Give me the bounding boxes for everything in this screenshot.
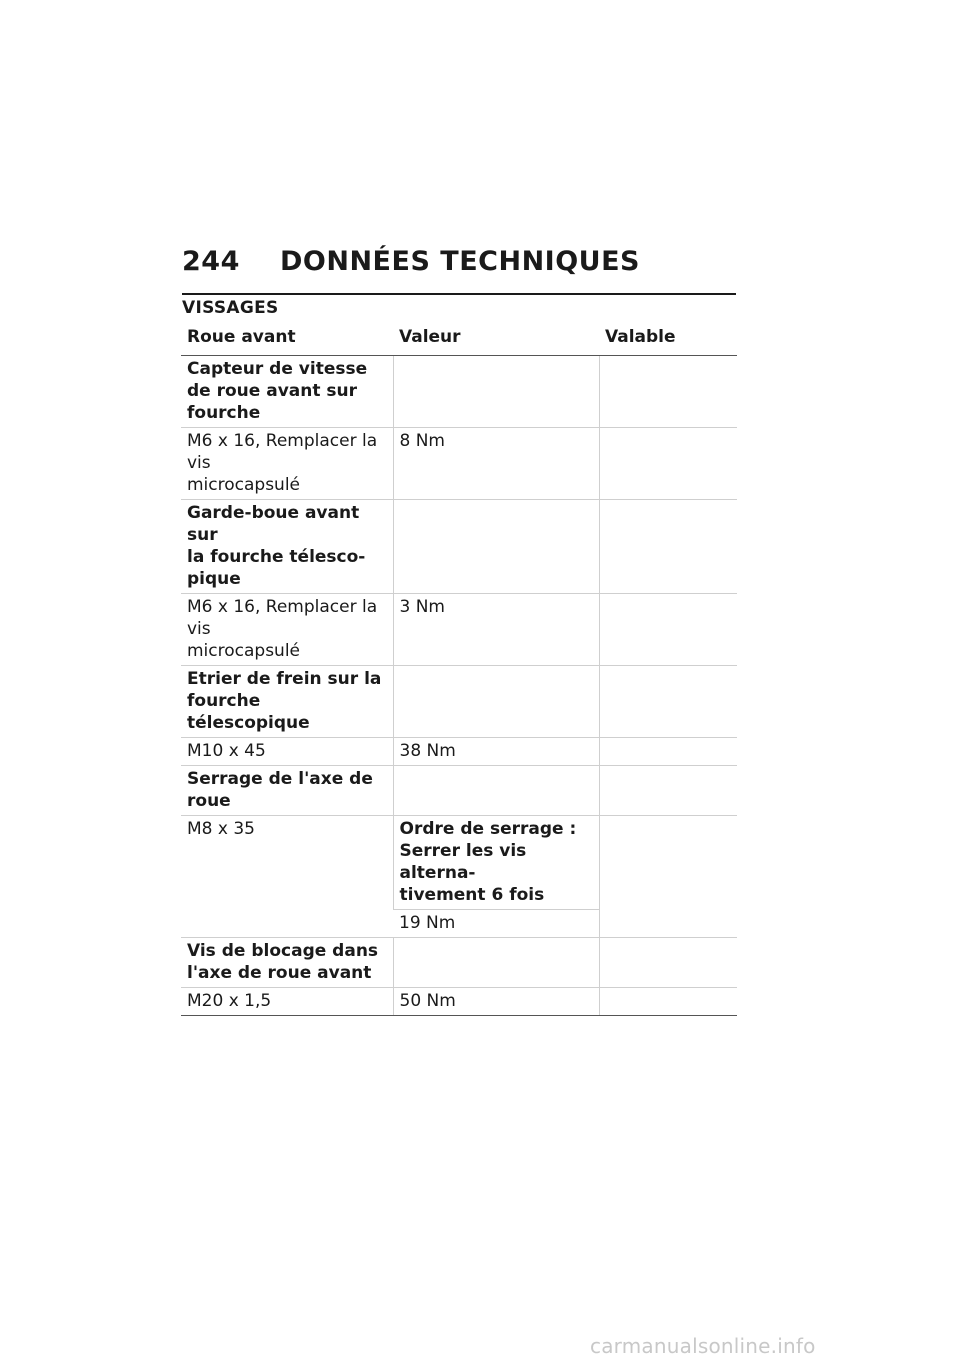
- group-title: [181, 938, 393, 988]
- title-line: de roue avant sur: [187, 381, 358, 401]
- empty-cell: [393, 500, 599, 594]
- spec-cell: [181, 594, 393, 666]
- value-cell: 50 Nm: [393, 988, 599, 1016]
- title-line: Vis de blocage dans: [187, 941, 379, 961]
- spec-cell: M8 x 35: [181, 816, 393, 938]
- valid-cell: [599, 816, 737, 938]
- title-line: Capteur de vitesse: [187, 359, 368, 379]
- title-line: fourche télescopique: [187, 691, 310, 733]
- empty-cell: [599, 356, 737, 428]
- title-line: la fourche télesco-: [187, 547, 366, 567]
- table-row: [181, 816, 737, 910]
- column-header-roue-avant: Roue avant: [181, 322, 393, 356]
- table-group-row: [181, 766, 737, 816]
- table-row: [181, 988, 737, 1016]
- spec-cell: M20 x 1,5: [181, 988, 393, 1016]
- chapter-title: DONNÉES TECHNIQUES: [280, 246, 640, 277]
- valid-cell: [599, 428, 737, 500]
- table-row: [181, 428, 737, 500]
- empty-cell: [599, 938, 737, 988]
- spec-cell: [181, 428, 393, 500]
- spec-line: microcapsulé: [187, 475, 301, 495]
- page-header: [182, 246, 640, 277]
- group-title: [181, 666, 393, 738]
- section-title: VISSAGES: [182, 298, 279, 318]
- column-header-valeur: Valeur: [393, 322, 599, 356]
- column-header-valable: Valable: [599, 322, 737, 356]
- spec-cell: M10 x 45: [181, 738, 393, 766]
- title-line: Etrier de frein sur la: [187, 669, 382, 689]
- table-group-row: [181, 938, 737, 988]
- value-cell: 8 Nm: [393, 428, 599, 500]
- empty-cell: [393, 938, 599, 988]
- value-cell: 19 Nm: [393, 910, 599, 938]
- table-row: [181, 594, 737, 666]
- header-rule: [182, 293, 736, 295]
- note-line: Serrer les vis alterna-: [399, 841, 527, 883]
- title-line: roue: [187, 791, 231, 811]
- valid-cell: [599, 738, 737, 766]
- torque-table: [181, 322, 737, 1016]
- title-line: Serrage de l'axe de: [187, 769, 373, 789]
- empty-cell: [393, 356, 599, 428]
- table-row: [181, 738, 737, 766]
- title-line: pique: [187, 569, 241, 589]
- note-line: tivement 6 fois: [399, 885, 545, 905]
- note-line: Ordre de serrage :: [399, 819, 577, 839]
- table-header-row: [181, 322, 737, 356]
- spec-line: M6 x 16, Remplacer la: [187, 597, 378, 617]
- table-group-row: [181, 666, 737, 738]
- group-title: [181, 356, 393, 428]
- empty-cell: [599, 666, 737, 738]
- group-title: [181, 766, 393, 816]
- spec-line: M6 x 16, Remplacer la: [187, 431, 378, 451]
- group-title: [181, 500, 393, 594]
- table-group-row: [181, 356, 737, 428]
- spec-line: vis: [187, 619, 211, 639]
- value-cell: 38 Nm: [393, 738, 599, 766]
- table-group-row: [181, 500, 737, 594]
- watermark: carmanualsonline.info: [590, 1334, 816, 1358]
- title-line: Garde-boue avant sur: [187, 503, 360, 545]
- page-number: 244: [182, 246, 240, 277]
- empty-cell: [599, 500, 737, 594]
- empty-cell: [393, 666, 599, 738]
- empty-cell: [393, 766, 599, 816]
- spec-line: vis: [187, 453, 211, 473]
- title-line: l'axe de roue avant: [187, 963, 372, 983]
- value-cell: 3 Nm: [393, 594, 599, 666]
- spec-line: microcapsulé: [187, 641, 301, 661]
- title-line: fourche: [187, 403, 261, 423]
- empty-cell: [599, 766, 737, 816]
- valid-cell: [599, 594, 737, 666]
- valid-cell: [599, 988, 737, 1016]
- note-cell: [393, 816, 599, 910]
